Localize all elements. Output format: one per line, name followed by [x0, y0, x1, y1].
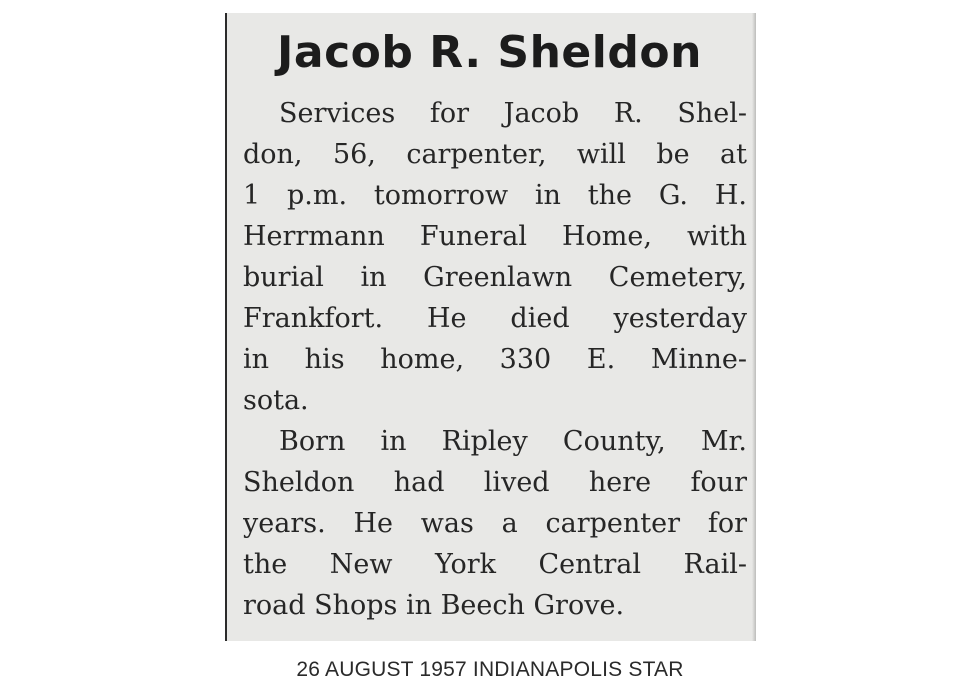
text-line: burial in Greenlawn Cemetery,: [243, 262, 747, 293]
obituary-headline: Jacob R. Sheldon: [277, 27, 702, 78]
text-line: in his home, 330 E. Minne-: [243, 344, 747, 375]
text-line: sota.: [243, 385, 309, 416]
text-line: years. He was a carpenter for: [243, 508, 747, 539]
text-line: Sheldon had lived here four: [243, 467, 747, 498]
text-line: 1 p.m. tomorrow in the G. H.: [243, 180, 747, 211]
obituary-body: [243, 93, 747, 626]
text-line: road Shops in Beech Grove.: [243, 590, 625, 621]
text-line: don, 56, carpenter, will be at: [243, 139, 747, 170]
text-line: the New York Central Rail-: [243, 549, 747, 580]
text-line: Services for Jacob R. Shel-: [279, 98, 747, 129]
newspaper-clipping: [225, 13, 756, 641]
source-caption: 26 AUGUST 1957 INDIANAPOLIS STAR: [296, 658, 684, 681]
text-line: Herrmann Funeral Home, with: [243, 221, 747, 252]
text-line: Born in Ripley County, Mr.: [279, 426, 747, 457]
text-line: Frankfort. He died yesterday: [243, 303, 747, 334]
